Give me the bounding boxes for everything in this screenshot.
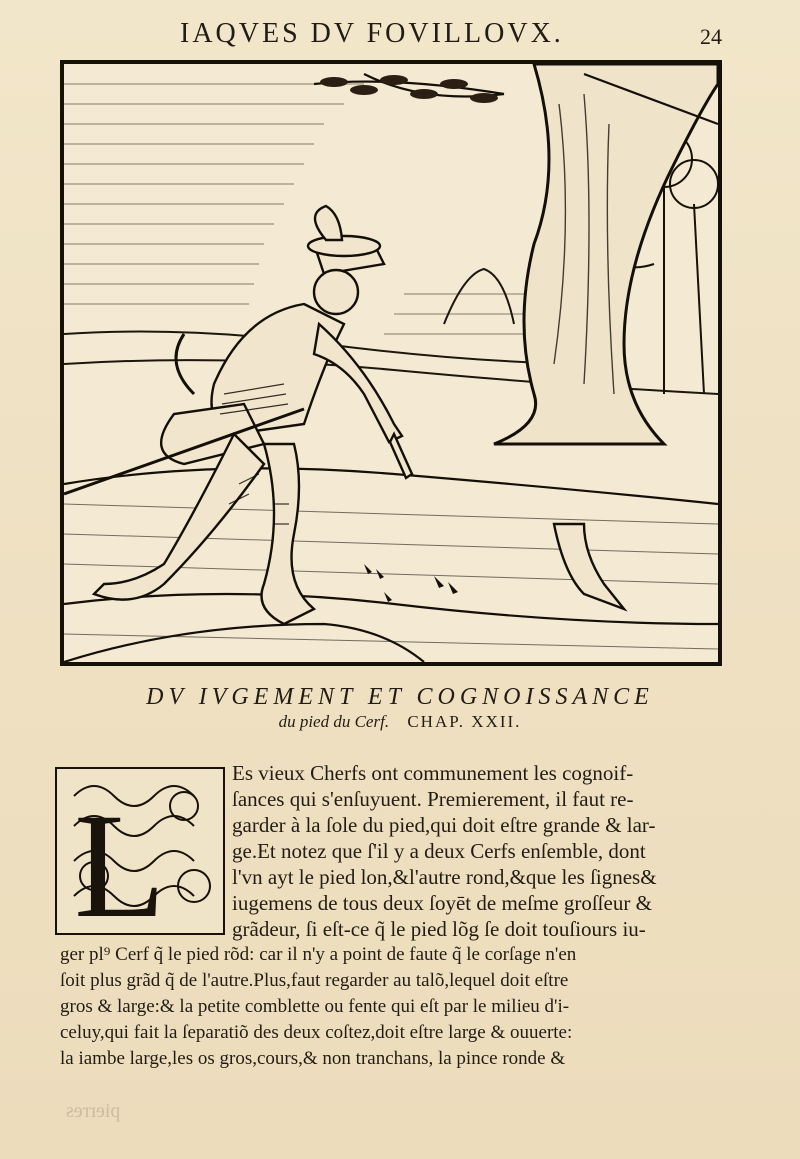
running-title: IAQVES DV FOVILLOVX. (180, 18, 564, 49)
ornamental-initial-icon (54, 766, 226, 936)
chapter-subtitle: du pied du Cerf. (278, 712, 390, 731)
folio-number: 24 (700, 24, 722, 49)
text-line: celuy,qui fait la ſeparatiõ des deux coſtez,doit eſtre large & ouuerte: (60, 1022, 573, 1043)
chapter-title: DV IVGEMENT ET COGNOISSANCE (146, 684, 654, 710)
text-line: iugemens de tous deux ſoyēt de meſme groſſeur & (232, 891, 652, 915)
bleed-through-catchword: pierres (66, 1100, 121, 1122)
text-line: grãdeur, ſi eſt-ce q̃ le pied lõg ſe doit touſiours iu- (232, 917, 646, 941)
text-line: garder à la ſole du pied,qui doit eſtre grande & lar- (232, 813, 656, 837)
text-line: gros & large:& la petite comblette ou fente qui eſt par le milieu d'i- (60, 996, 570, 1017)
woodcut-illustration (60, 60, 722, 666)
text-line: la iambe large,les os gros,cours,& non tranchans, la pince ronde & (60, 1048, 566, 1069)
decorated-initial (54, 766, 226, 936)
text-line: Es vieux Cherfs ont communement les cognoif- (232, 761, 634, 785)
huntsman-woodcut (64, 64, 718, 662)
text-line: ge.Et notez que ſ'il y a deux Cerfs enſemble, dont (232, 839, 646, 863)
initial-letter: L (74, 783, 166, 936)
text-line: ſoit plus grãd q̃ de l'autre.Plus,faut regarder au talõ,lequel doit eſtre (60, 970, 569, 991)
chapter-subtitle-line (0, 712, 800, 732)
text-line: ger pl⁹ Cerf q̃ le pied rõd: car il n'y a point de faute q̃ le corſage n'en (60, 944, 577, 965)
chapter-number: CHAP. XXII. (407, 712, 522, 731)
text-line: l'vn ayt le pied lon,&l'autre rond,&que les ſignes& (232, 865, 657, 889)
page-header (0, 12, 800, 56)
text-line: ſances qui s'enſuyuent. Premierement, il faut re- (232, 787, 634, 811)
